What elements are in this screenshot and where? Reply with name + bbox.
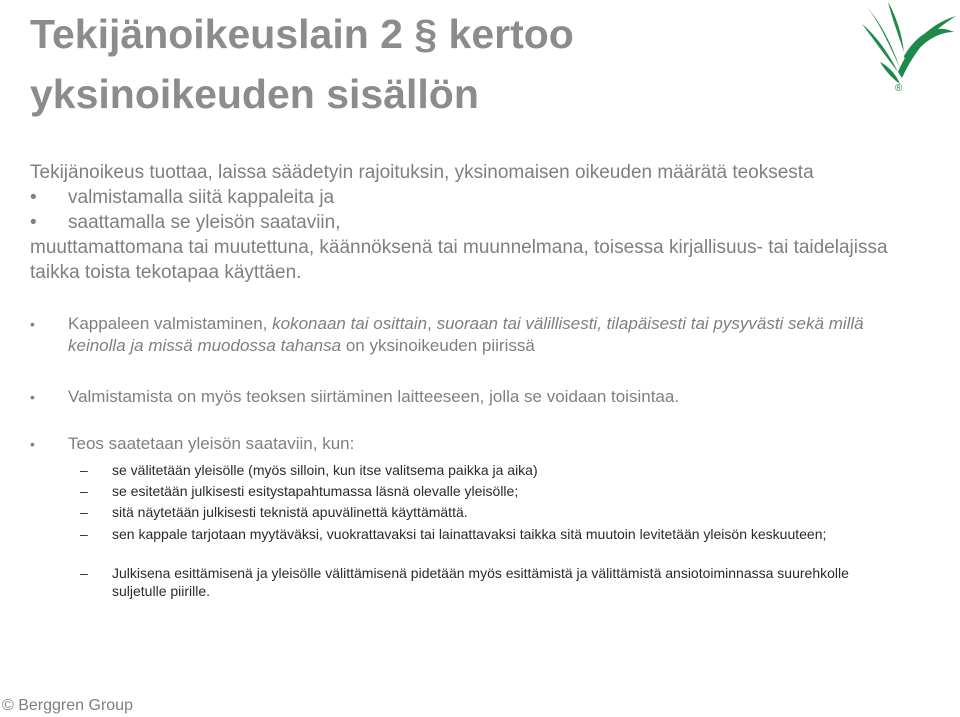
list-item: – sitä näytetään julkisesti teknistä apuvälinettä käyttämättä. xyxy=(80,504,468,520)
bullet-dot: • xyxy=(30,212,37,233)
list-item: – se esitetään julkisesti esitystapahtumassa läsnä olevalle yleisölle; xyxy=(80,483,519,499)
berggren-leaf-logo-icon xyxy=(858,2,958,94)
intro-tail: muuttamattomana tai muutettuna, käännöksenä tai muunnelmana, toisessa kirjallisuus- tai taidelajissa taikka toista tekotapaa käyttäen. xyxy=(30,237,888,283)
intro-bullet-text: saattamalla se yleisön saataviin, xyxy=(68,212,341,233)
section-public xyxy=(30,433,910,455)
bullet-dot: • xyxy=(30,187,37,208)
title-line-2: yksinoikeuden sisällön xyxy=(30,71,479,117)
public-sublist xyxy=(80,461,900,600)
section-copying-text: Kappaleen valmistaminen, kokonaan tai osittain, suoraan tai välillisesti, tilapäisesti tai pysyvästi sekä millä keinolla ja missä muodossa tahansa on yksinoikeuden piirissä xyxy=(68,314,864,355)
registered-mark: ® xyxy=(895,83,903,94)
intro-lead: Tekijänoikeus tuottaa, laissa säädetyin rajoituksin, yksinomaisen oikeuden määrätä teoksesta xyxy=(30,162,814,183)
intro-bullet xyxy=(30,210,930,235)
list-item: – sen kappale tarjotaan myytäväksi, vuokrattavaksi tai lainattavaksi taikka sitä muutoin levitetään yleisön keskuuteen; xyxy=(80,526,827,542)
list-item: – Julkisena esittämisenä ja yleisölle välittämisenä pidetään myös esittämistä ja välittämistä ansiotoiminnassa suurehkolle suljetulle piirille. xyxy=(80,565,849,599)
title-line-1: Tekijänoikeuslain 2 § kertoo xyxy=(30,11,574,57)
page-title xyxy=(30,4,574,124)
bullet-dot: • xyxy=(30,436,35,452)
footer-copyright: © Berggren Group xyxy=(2,697,133,714)
section-transfer-text: Valmistamista on myös teoksen siirtäminen laitteeseen, jolla se voidaan toisintaa. xyxy=(68,387,680,406)
intro-bullet xyxy=(30,185,930,210)
intro-bullet-text: valmistamalla siitä kappaleita ja xyxy=(68,187,335,208)
section-copying xyxy=(30,313,910,357)
bullet-dot: • xyxy=(30,316,35,332)
list-item: – se välitetään yleisölle (myös silloin, kun itse valitsema paikka ja aika) xyxy=(80,462,538,478)
section-transfer xyxy=(30,386,910,408)
section-public-lead: Teos saatetaan yleisön saataviin, kun: xyxy=(68,434,355,453)
bullet-dot: • xyxy=(30,389,35,405)
intro-block xyxy=(30,160,930,285)
